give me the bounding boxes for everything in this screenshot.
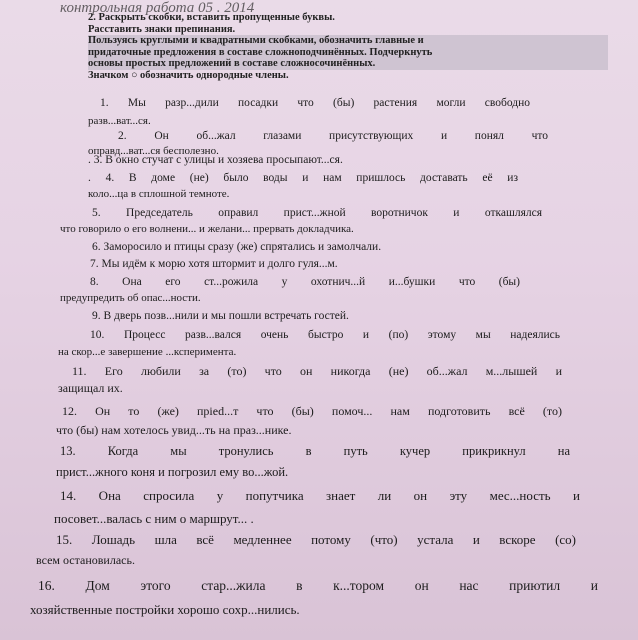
exercise-line: что (бы) нам хотелось увид...ть на праз...нике. (56, 423, 292, 437)
instruction-line: Расставить знаки препинания. (88, 23, 236, 35)
instruction-line: основы простых предложений в составе сложносочинённых. (88, 58, 608, 70)
exercise-line: 12. Он то (же) прied...т что (бы) помоч... нам подготовить всё (то) (62, 404, 562, 418)
exercise-line: хозяйственные постройки хорошо сохр...нились. (30, 602, 300, 617)
exercise-line: . 3. В окно стучат с улицы и хозяева просыпают...ся. (88, 154, 343, 166)
exercise-line: посовет...валась с ним о маршрут... . (54, 511, 254, 526)
exercise-line: 13. Когда мы тронулись в путь кучер прикрикнул на (60, 444, 570, 458)
handwritten-header: контрольная работа 05 . 2014 (60, 0, 255, 16)
instructions-block (88, 12, 608, 81)
exercise-line: разв...ват...ся. (88, 115, 151, 127)
exercise-line: что говорило о его волнени... и желани... прервать докладчика. (60, 223, 354, 235)
exercise-line: 10. Процесс разв...вался очень быстро и (по) этому мы надеялись (90, 329, 560, 341)
exercise-line: 16. Дом этого стар...жила в к...тором он нас приютил и (38, 578, 598, 593)
exercise-line: 6. Заморосило и птицы сразу (же) спрятались и замолчали. (92, 241, 382, 253)
exercise-line: 7. Мы идём к морю хотя штормит и долго гуля...м. (90, 258, 338, 270)
exercise-line: 8. Она его ст...рожила у охотнич...й и...бушки что (бы) (90, 276, 520, 288)
exercise-line: на скор...е завершение ...ксперимента. (58, 346, 237, 358)
instruction-line: придаточные предложения в составе сложноподчинённых. Подчеркнуть (88, 47, 608, 59)
exercise-line: защищал их. (58, 381, 123, 395)
instruction-line: Значком ○ обозначить однородные члены. (88, 69, 289, 81)
exercise-line: 14. Она спросила у попутчика знает ли он эту мес...ность и (60, 488, 580, 503)
instruction-line: Пользуясь круглыми и квадратными скобками, обозначить главные и (88, 35, 608, 47)
exercise-line: коло...ца в сплошной темноте. (88, 188, 230, 200)
exercise-line: предупредить об опас...ности. (60, 292, 201, 304)
exercise-line: 9. В дверь позв...нили и мы пошли встречать гостей. (92, 310, 349, 322)
exercise-line: 15. Лошадь шла всё медленнее потому (что) устала и вскоре (со) (56, 532, 576, 547)
instruction-line: 2. Раскрыть скобки, вставить пропущенные буквы. (88, 12, 335, 23)
exercise-line: 2. Он об...жал глазами присутствующих и понял что (118, 130, 548, 142)
exercise-line: оправд...ват...ся бесполезно. (88, 145, 219, 157)
exercise-line: 11. Его любили за (то) что он никогда (не) об...жал м...лышей и (72, 364, 562, 378)
exercise-line: 1. Мы разр...дили посадки что (бы) растения могли свободно (100, 97, 530, 109)
exercise-line: . 4. В доме (не) было воды и нам пришлось доставать её из (88, 172, 518, 184)
exercise-line: 5. Председатель оправил прист...жной воротничок и откашлялся (92, 207, 542, 219)
exercise-line: всем остановилась. (36, 553, 135, 567)
exercise-line: прист...жного коня и погрозил ему во...жой. (56, 465, 289, 479)
